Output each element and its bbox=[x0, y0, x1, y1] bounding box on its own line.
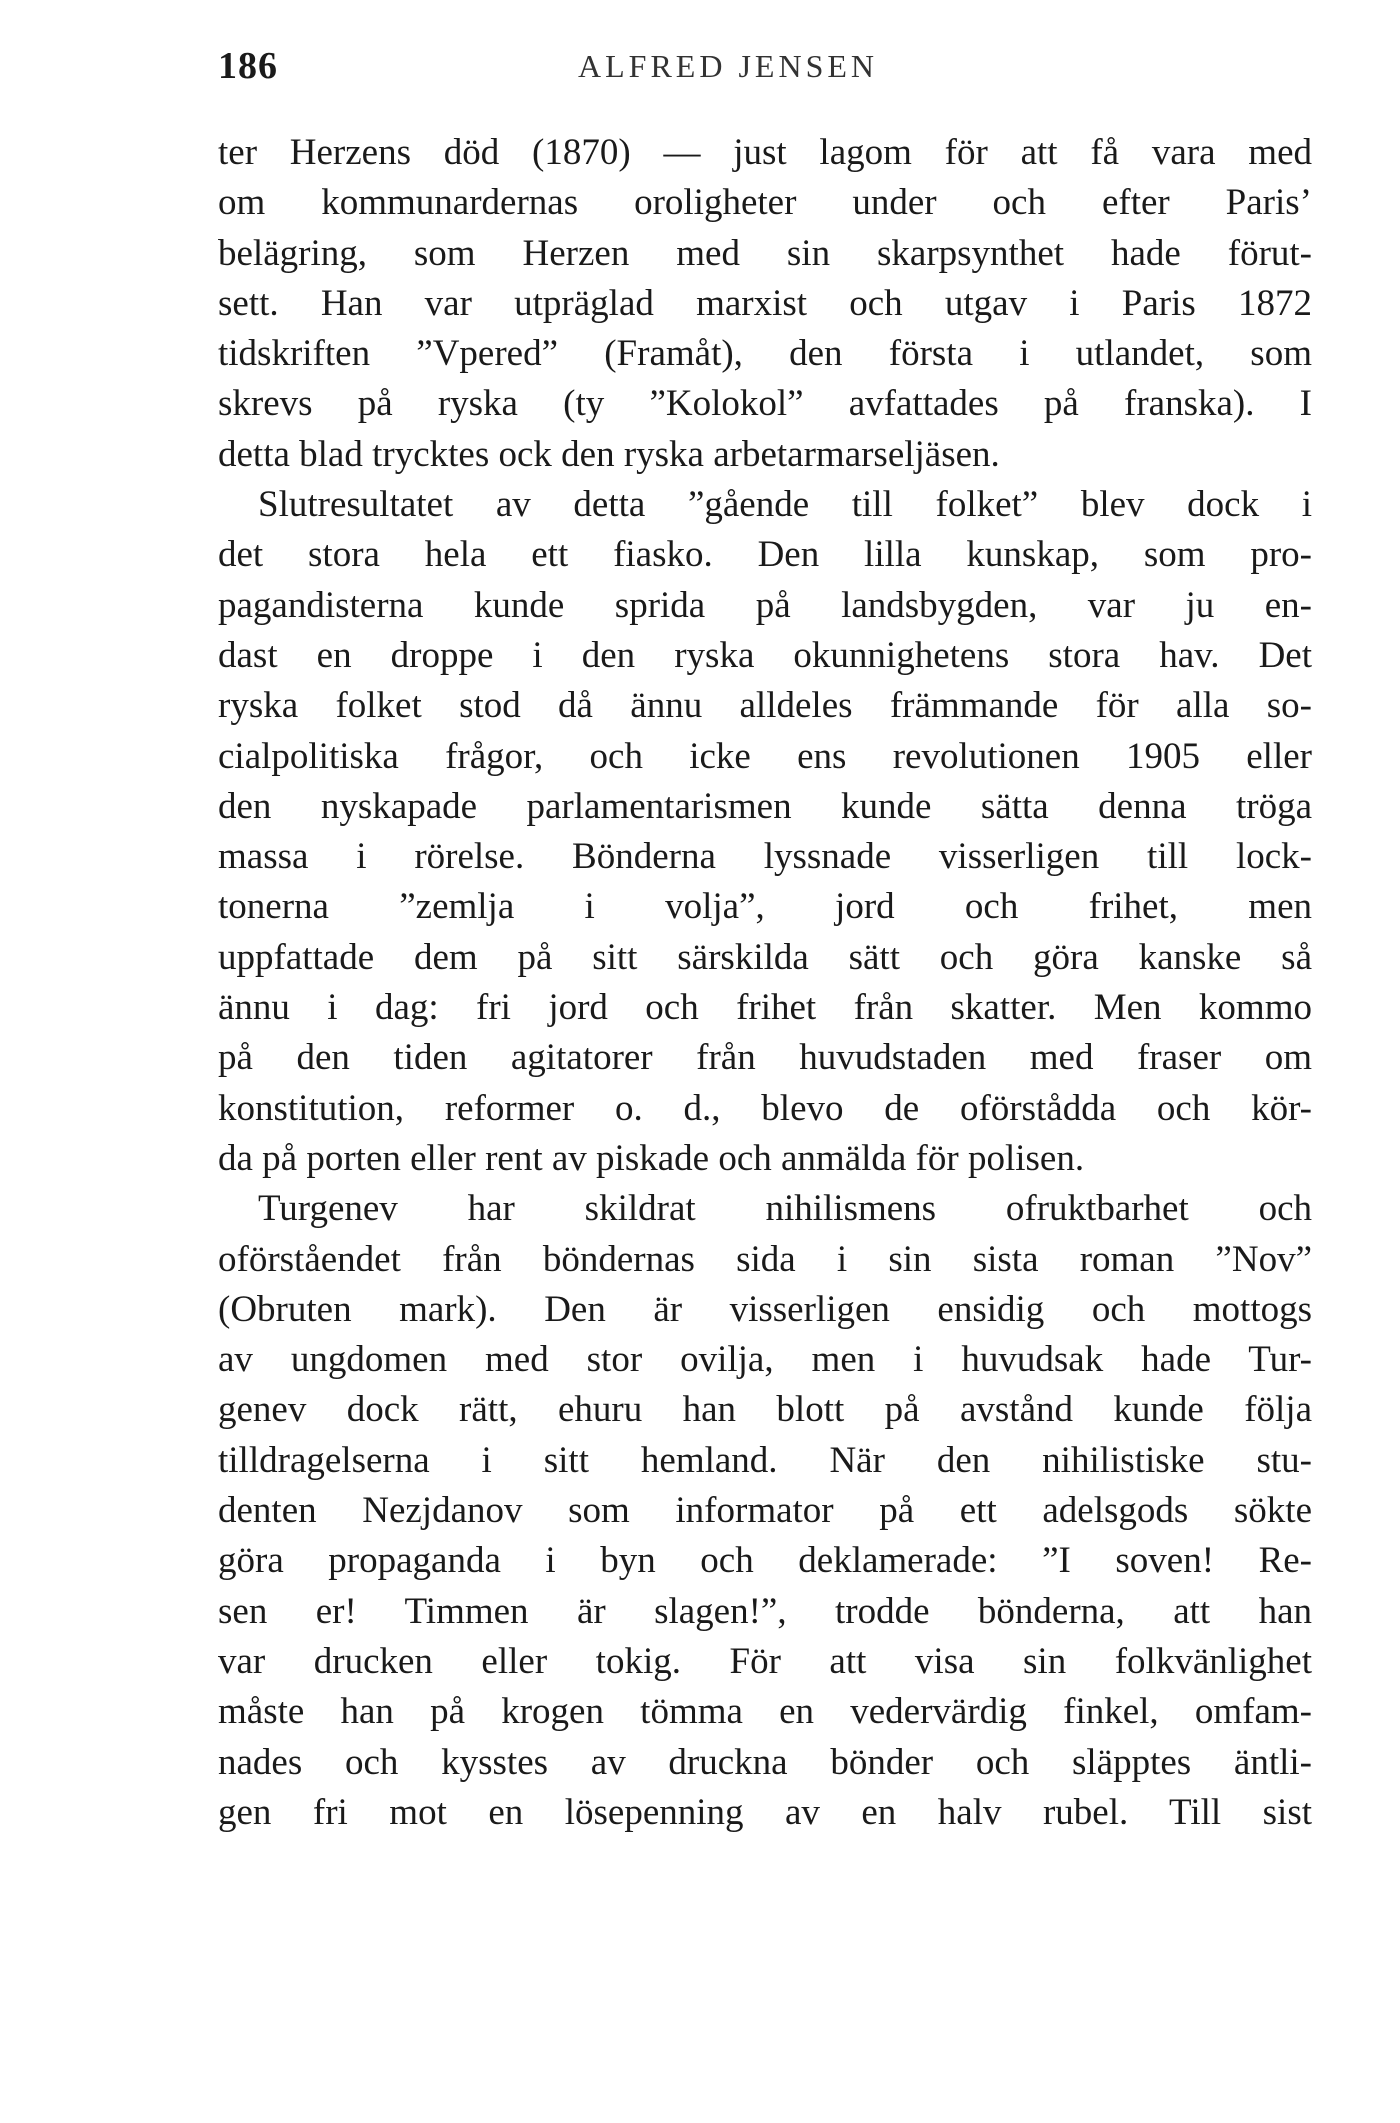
text-line: cialpolitiska frågor, och icke ens revolutionen 1905 eller bbox=[218, 735, 1312, 777]
text-line: belägring, som Herzen med sin skarpsynthet hade förut- bbox=[218, 232, 1312, 274]
text-line: göra propaganda i byn och deklamerade: ”I soven! Re- bbox=[218, 1540, 1312, 1582]
text-line: måste han på krogen tömma en vedervärdig finkel, omfam- bbox=[218, 1691, 1312, 1733]
text-line: tidskriften ”Vpered” (Framåt), den första i utlandet, som bbox=[218, 333, 1312, 375]
text-line: uppfattade dem på sitt särskilda sätt och göra kanske så bbox=[218, 936, 1312, 978]
text-line: var drucken eller tokig. För att visa sin folkvänlighet bbox=[218, 1640, 1312, 1682]
text-line: gen fri mot en lösepenning av en halv rubel. Till sist bbox=[218, 1791, 1312, 1833]
text-line: genev dock rätt, ehuru han blott på avstånd kunde följa bbox=[218, 1389, 1312, 1431]
running-head: ALFRED JENSEN bbox=[578, 48, 879, 84]
text-line: Slutresultatet av detta ”gående till folket” blev dock i bbox=[258, 484, 1312, 526]
page-number: 186 bbox=[218, 45, 278, 87]
text-line: pagandisterna kunde sprida på landsbygden, var ju en- bbox=[218, 584, 1312, 626]
text-line: tilldragelserna i sitt hemland. När den nihilistiske stu- bbox=[218, 1439, 1312, 1481]
text-line: denten Nezjdanov som informator på ett adelsgods sökte bbox=[218, 1490, 1312, 1532]
text-line: sett. Han var utpräglad marxist och utgav i Paris 1872 bbox=[218, 282, 1312, 324]
text-line: da på porten eller rent av piskade och anmälda för polisen. bbox=[218, 1137, 1085, 1179]
text-line: Turgenev har skildrat nihilismens ofruktbarhet och bbox=[258, 1188, 1312, 1230]
text-line: om kommunardernas oroligheter under och efter Paris’ bbox=[218, 182, 1312, 224]
text-line: tonerna ”zemlja i volja”, jord och frihet, men bbox=[218, 886, 1312, 928]
text-line: ter Herzens död (1870) — just lagom för att få vara med bbox=[218, 132, 1312, 173]
text-line: det stora hela ett fiasko. Den lilla kunskap, som pro- bbox=[218, 534, 1312, 576]
text-line: sen er! Timmen är slagen!”, trodde bönderna, att han bbox=[218, 1590, 1312, 1632]
body-text bbox=[218, 128, 1312, 1838]
text-line: (Obruten mark). Den är visserligen ensidig och mottogs bbox=[218, 1288, 1312, 1330]
text-line: skrevs på ryska (ty ”Kolokol” avfattades på franska). I bbox=[218, 383, 1312, 425]
text-line: ännu i dag: fri jord och frihet från skatter. Men kommo bbox=[218, 987, 1312, 1029]
text-line: konstitution, reformer o. d., blevo de oförstådda och kör- bbox=[218, 1087, 1312, 1129]
text-line: på den tiden agitatorer från huvudstaden med fraser om bbox=[218, 1037, 1312, 1079]
text-line: nades och kysstes av druckna bönder och släpptes äntli- bbox=[218, 1741, 1312, 1783]
text-line: oförståendet från böndernas sida i sin sista roman ”Nov” bbox=[218, 1238, 1312, 1280]
text-line: detta blad trycktes ock den ryska arbetarmarseljäsen. bbox=[218, 433, 1000, 475]
text-line: massa i rörelse. Bönderna lyssnade visserligen till lock- bbox=[218, 836, 1312, 878]
page-header bbox=[218, 40, 1312, 100]
text-line: ryska folket stod då ännu alldeles främmande för alla so- bbox=[218, 685, 1312, 727]
text-line: dast en droppe i den ryska okunnighetens stora hav. Det bbox=[218, 634, 1312, 676]
text-line: av ungdomen med stor ovilja, men i huvudsak hade Tur- bbox=[218, 1339, 1312, 1381]
text-line: den nyskapade parlamentarismen kunde sätta denna tröga bbox=[218, 785, 1312, 827]
